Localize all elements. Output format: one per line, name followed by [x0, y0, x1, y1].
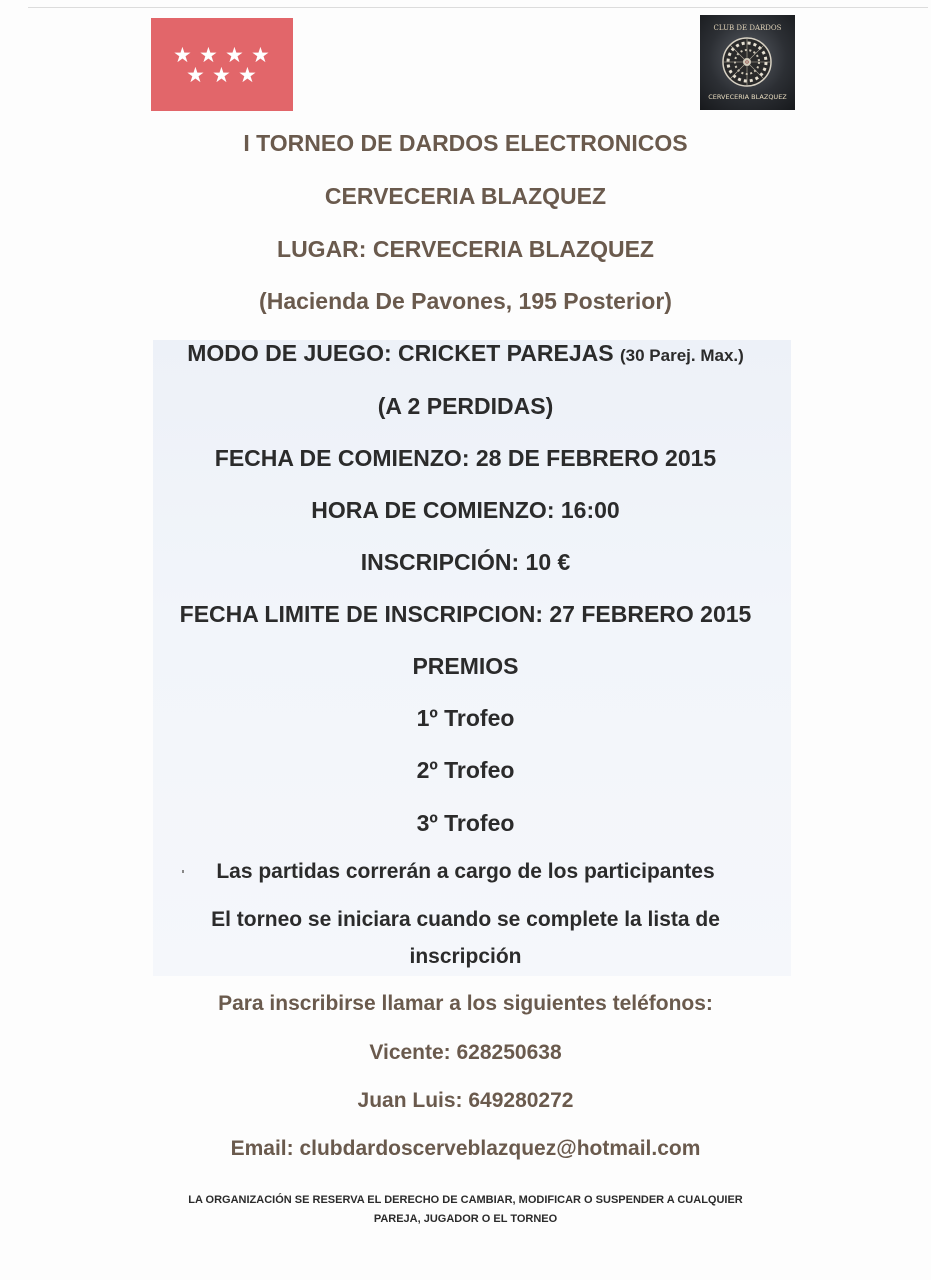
prize-item: 2º Trofeo	[416, 757, 515, 783]
star-icon: ★	[238, 63, 257, 87]
start-condition-note: El torneo se iniciara cuando se complete la lista de	[211, 908, 720, 931]
game-mode-line	[0, 340, 931, 367]
contact-phone: Juan Luis: 649280272	[357, 1089, 574, 1112]
registration-fee: INSCRIPCIÓN: 10 €	[360, 549, 571, 575]
club-dardos-logo	[700, 15, 795, 110]
contact-intro: Para inscribirse llamar a los siguientes teléfonos:	[218, 992, 713, 1015]
contact-email: Email: clubdardoscerveblazquez@hotmail.com	[230, 1137, 701, 1160]
star-icon: ★	[225, 43, 244, 67]
page-top-rule	[28, 7, 928, 8]
star-icon: ★	[173, 43, 192, 67]
star-icon: ★	[186, 63, 205, 87]
venue-subtitle: CERVECERIA BLAZQUEZ	[324, 183, 607, 209]
prizes-heading: PREMIOS	[412, 653, 519, 679]
star-icon: ★	[199, 43, 218, 67]
registration-deadline: FECHA LIMITE DE INSCRIPCION: 27 FEBRERO 2015	[179, 601, 752, 627]
star-icon: ★	[251, 43, 270, 67]
game-mode-note: (30 Parej. Max.)	[620, 346, 744, 365]
start-time: HORA DE COMIENZO: 16:00	[311, 497, 620, 523]
disclaimer-line: LA ORGANIZACIÓN SE RESERVA EL DERECHO DE CAMBIAR, MODIFICAR O SUSPENDER A CUALQUIER	[188, 1194, 743, 1206]
prize-item: 1º Trofeo	[416, 705, 515, 731]
club-logo-bottom-text: CERVECERIA BLAZQUEZ	[708, 93, 787, 101]
start-date: FECHA DE COMIENZO: 28 DE FEBRERO 2015	[214, 445, 717, 471]
venue-location: LUGAR: CERVECERIA BLAZQUEZ	[277, 236, 654, 262]
contact-phone: Vicente: 628250638	[369, 1041, 562, 1064]
disclaimer	[0, 1191, 931, 1229]
matches-cost-note: Las partidas correrán a cargo de los participantes	[216, 860, 715, 883]
game-mode: MODO DE JUEGO: CRICKET PAREJAS	[187, 340, 614, 366]
club-logo-top-text: CLUB DE DARDOS	[713, 24, 782, 32]
star-icon: ★	[212, 63, 231, 87]
start-condition-note-cont: inscripción	[409, 945, 522, 968]
disclaimer-line: PAREJA, JUGADOR O EL TORNEO	[373, 1213, 558, 1225]
venue-address: (Hacienda De Pavones, 195 Posterior)	[259, 288, 672, 314]
tournament-title: I TORNEO DE DARDOS ELECTRONICOS	[243, 130, 688, 156]
prize-item: 3º Trofeo	[416, 810, 515, 836]
madrid-flag-logo	[151, 18, 293, 111]
elimination-format: (A 2 PERDIDAS)	[377, 393, 554, 419]
